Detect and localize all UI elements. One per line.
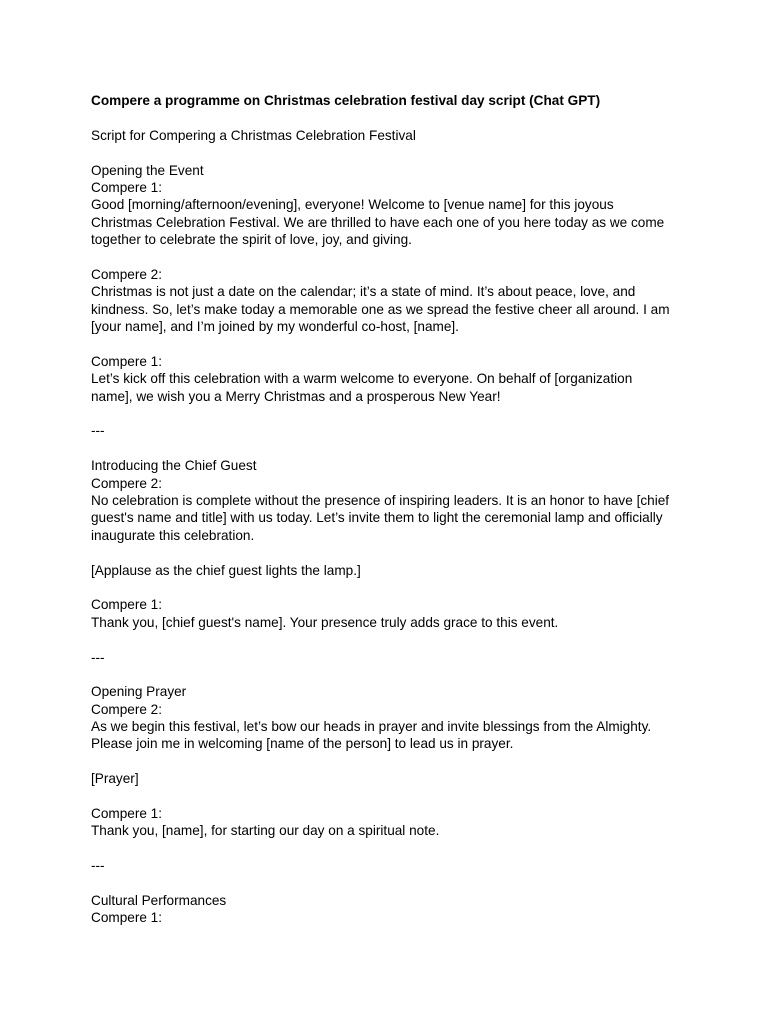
paragraph-line: Please join me in welcoming [name of the person] to lead us in prayer. xyxy=(91,736,514,752)
speaker-label: Compere 2: xyxy=(91,266,163,282)
paragraph-line: guest's name and title] with us today. Let’s invite them to light the ceremonial lamp and officially xyxy=(91,510,663,526)
paragraph-line: Thank you, [chief guest's name]. Your presence truly adds grace to this event. xyxy=(91,614,559,630)
section-heading-opening: Opening the Event xyxy=(91,162,204,178)
speaker-label: Compere 1: xyxy=(91,353,163,369)
paragraph-line: together to celebrate the spirit of love, joy, and giving. xyxy=(91,232,412,248)
paragraph-line: kindness. So, let’s make today a memorable one as we spread the festive cheer all around. I am xyxy=(91,301,670,317)
paragraph-line: Christmas Celebration Festival. We are thrilled to have each one of you here today as we come xyxy=(91,214,665,230)
paragraph-line: Let’s kick off this celebration with a warm welcome to everyone. On behalf of [organization xyxy=(91,371,633,387)
section-heading-cultural: Cultural Performances xyxy=(91,892,227,908)
document-body xyxy=(91,92,691,927)
speaker-label: Compere 2: xyxy=(91,475,163,491)
section-heading-prayer: Opening Prayer xyxy=(91,684,187,700)
paragraph-line: inaugurate this celebration. xyxy=(91,527,255,543)
stage-direction: [Applause as the chief guest lights the lamp.] xyxy=(91,562,361,578)
speaker-label: Compere 1: xyxy=(91,806,163,822)
speaker-label: Compere 1: xyxy=(91,910,163,926)
section-separator: --- xyxy=(91,649,105,665)
paragraph-line: name], we wish you a Merry Christmas and a prosperous New Year! xyxy=(91,388,501,404)
paragraph-line: As we begin this festival, let’s bow our heads in prayer and invite blessings from the Almighty. xyxy=(91,719,652,735)
document-title: Compere a programme on Christmas celebration festival day script (Chat GPT) xyxy=(91,93,601,108)
section-separator: --- xyxy=(91,423,105,439)
speaker-label: Compere 2: xyxy=(91,701,163,717)
stage-direction: [Prayer] xyxy=(91,771,139,787)
paragraph-line: Thank you, [name], for starting our day on a spiritual note. xyxy=(91,823,440,839)
section-heading-chief-guest: Introducing the Chief Guest xyxy=(91,458,257,474)
paragraph-line: Christmas is not just a date on the calendar; it’s a state of mind. It’s about peace, love, and xyxy=(91,284,636,300)
paragraph-line: [your name], and I’m joined by my wonderful co-host, [name]. xyxy=(91,319,459,335)
speaker-label: Compere 1: xyxy=(91,179,163,195)
speaker-label: Compere 1: xyxy=(91,597,163,613)
section-separator: --- xyxy=(91,858,105,874)
paragraph-line: Good [morning/afternoon/evening], everyone! Welcome to [venue name] for this joyous xyxy=(91,197,614,213)
document-subtitle: Script for Compering a Christmas Celebration Festival xyxy=(91,127,416,143)
paragraph-line: No celebration is complete without the presence of inspiring leaders. It is an honor to have [chief xyxy=(91,492,670,508)
